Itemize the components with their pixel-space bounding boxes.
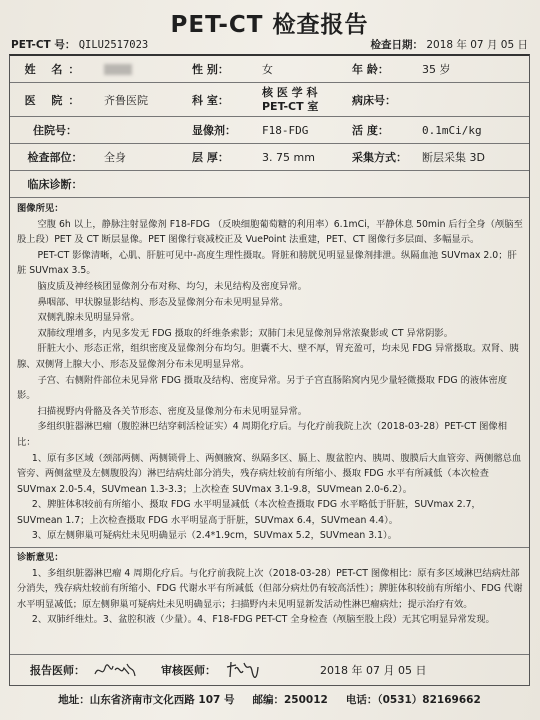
opinion-item: 1、多组织脏器淋巴瘤 4 周期化疗后。与化疗前我院上次（2018-03-28）PET-CT 图像相比：原有多区域淋巴结病灶部分消失，残存病灶较前有所缩小、FDG 代谢水平有所减低（但部分病灶仍有较高活性）；脾脏体积较前有所缩小、FDG 代谢水平明显减低；原左侧卵巢可疑病灶未见明确显示；扫描野内未见明显新发活动性淋巴瘤病灶；提示治疗有效。 [17, 567, 523, 610]
dept-value [258, 83, 348, 116]
clinical-row [10, 171, 529, 198]
findings-paragraph: 脑皮质及神经核团显像剂分布对称、均匀，未见结构及密度异常。 [37, 280, 308, 292]
age-label: 年 龄： [352, 63, 389, 76]
clinical-value [100, 171, 529, 197]
findings-paragraph: 鼻咽部、甲状腺显影结构、形态及显像剂分布未见明显异常。 [37, 296, 289, 308]
reviewer-signature [224, 659, 260, 681]
petct-number-label: PET-CT 号： [11, 39, 76, 51]
opinion-heading: 诊断意见： [17, 552, 64, 564]
exam-date [371, 36, 528, 54]
findings-paragraph: 双侧乳腺未见明显异常。 [37, 312, 140, 324]
footer-address: 地址：山东省济南市文化西路 107 号 [58, 694, 235, 706]
agent-value: F18-FDG [262, 123, 309, 137]
opinion-item: 2、双肺纤维灶。3、盆腔积液（少量）。4、F18-FDG PET-CT 全身检查（颅脑至股上段）无其它明显异常发现。 [31, 614, 495, 626]
exam-part-row [10, 144, 529, 171]
reviewer-label: 审核医师： [161, 664, 216, 677]
doctor-label: 报告医师： [30, 664, 85, 677]
findings-paragraph: 肝脏大小、形态正常，组织密度及显像剂分布均匀。胆囊不大、壁不厚，胃充盈可，均未见 FDG 异常摄取。双肾、胰腺、双侧肾上腺大小、形态及显像剂分布未见明显异常。 [17, 343, 519, 370]
sex-label: 性 别： [192, 63, 229, 76]
name-value [100, 56, 188, 82]
sex-value: 女 [262, 63, 273, 76]
findings-heading: 图像所见： [17, 203, 64, 214]
age-value: 35 岁 [422, 63, 451, 76]
exam-date-label: 检查日期： [370, 39, 424, 51]
findings-paragraph: 多组织脏器淋巴瘤（腹腔淋巴结穿刺活检证实）4 周期化疗后。与化疗前我院上次（2018-03-28）PET-CT 图像相比： [17, 421, 508, 448]
doctor-signature [93, 660, 137, 680]
findings-item: 3、原左侧卵巢可疑病灶未见明确显示（2.4*1.9cm，SUVmax 5.2，SUVmean 3.1）。 [31, 530, 397, 542]
report-date: 2018 年 07 月 05 日 [320, 664, 427, 677]
agent-label: 显像剂： [192, 124, 236, 137]
mode-value: 断层采集 3D [422, 151, 485, 164]
thickness-label: 层 厚： [192, 151, 229, 164]
hospital-value: 齐鲁医院 [104, 93, 148, 107]
inpatient-value [100, 117, 188, 143]
footer-postcode: 邮编：250012 [252, 694, 328, 706]
mode-label: 采集方式： [352, 151, 407, 164]
exam-date-value: 2018 年 07 月 05 日 [426, 39, 528, 51]
activity-label: 活 度： [352, 124, 389, 137]
findings-item: 2、脾脏体积较前有所缩小、摄取 FDG 水平明显减低（本次检查摄取 FDG 水平略低于肝脏，SUVmax 2.7，SUVmean 1.7；上次检查摄取 FDG 水平明显高于肝脏，SUVmax 6.4，SUVmean 4.4）。 [17, 499, 481, 526]
dept-value-line2: PET-CT 室 [262, 99, 319, 113]
ward-value [418, 83, 529, 116]
inpatient-label: 住院号： [33, 124, 77, 137]
name-label: 姓 名： [24, 63, 86, 76]
patient-row [10, 56, 529, 83]
findings-paragraph: PET-CT 影像清晰，心肌、肝脏可见中-高度生理性摄取。肾脏和膀胱见明显显像剂排泄。纵隔血池 SUVmax 2.0；肝脏 SUVmax 3.5。 [17, 249, 517, 277]
redacted-name [104, 64, 132, 75]
footer-phone: 电话：（0531）82169662 [345, 694, 481, 706]
findings-paragraph: 扫描视野内骨骼及各关节形态、密度及显像剂分布未见明显异常。 [37, 405, 308, 417]
report-sheet [9, 54, 530, 686]
findings-paragraph: 双肺纹理增多，内见多发无 FDG 摄取的纤维条索影；双肺门未见显像剂异常浓聚影或 CT 异常阴影。 [37, 327, 454, 339]
dept-label: 科 室： [192, 93, 229, 107]
thickness-value: 3. 75 mm [262, 150, 315, 164]
petct-number [11, 36, 148, 54]
signature-row [10, 654, 529, 685]
part-value: 全身 [104, 151, 126, 164]
clinical-label: 临床诊断： [27, 178, 83, 191]
findings-paragraph: 空腹 6h 以上，静脉注射显像剂 F18-FDG （反映细胞葡萄糖的利用率）6.1mCi，平静休息 50min 后行全身（颅脑至股上段）PET 及 CT 断层显像。PET 图像行衰减校正及 VuePoint 法重建，PET、CT 图像行多层面、多幅显示。 [17, 218, 523, 246]
petct-number-value: QILU2517023 [78, 39, 149, 51]
section-divider [10, 547, 529, 548]
findings-paragraph: 子宫、右侧附件部位未见异常 FDG 摄取及结构、密度异常。另于子宫直肠陷窝内见少量轻微摄取 FDG 的液体密度影。 [17, 374, 508, 402]
ward-label: 病床号： [352, 93, 396, 107]
report-title: PET-CT 检查报告 [170, 12, 369, 38]
findings-item: 1、原有多区域（颈部两侧、两侧锁骨上、两侧腋窝、纵隔多区、膈上、腹盆腔内、胰周、腹膜后大血管旁、两侧髂总血管旁、两侧盆壁及左侧腹股沟）淋巴结病灶部分消失，残存病灶较前有所缩小、摄取 FDG 水平有所减低（本次检查 SUVmax 2.0-5.4，SUVmean 1.3-3.3；上次检查 SUVmax 3.1-9.8，SUVmean 2.0-6.2）。 [17, 452, 522, 495]
part-label: 检查部位： [27, 151, 83, 164]
footer [9, 686, 530, 707]
inpatient-row [10, 117, 529, 144]
hospital-row [10, 83, 529, 117]
dept-value-line1: 核 医 学 科 [262, 85, 318, 99]
hospital-label: 医 院： [24, 93, 86, 107]
report-body [10, 198, 529, 654]
activity-value: 0.1mCi/kg [422, 123, 482, 137]
